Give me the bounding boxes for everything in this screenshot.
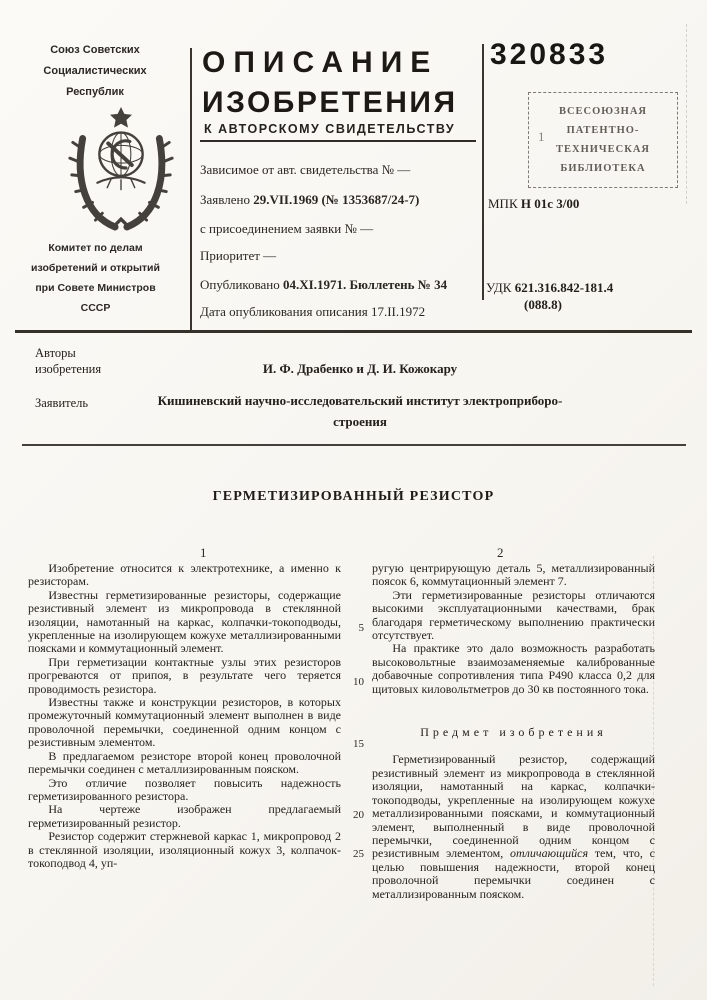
document-type-title-2: ИЗОБРЕТЕНИЯ	[202, 86, 458, 119]
authors-names: И. Ф. Драбенко и Д. И. Кожокару	[262, 361, 458, 376]
udk-classification	[486, 280, 613, 296]
library-stamp	[528, 92, 678, 188]
applicant-label: Заявитель	[35, 396, 89, 410]
issuing-country	[30, 40, 160, 103]
paragraph: Известны также и конструкции резисторов, в которых промежуточный коммутационный элемент выполнен в виде проволочной перемычки, соединенной одним концом с резистивным элементом.	[28, 695, 341, 750]
paragraph: При герметизации контактные узлы этих резисторов прогреваются от припоя, в результате чего теряется проводимость резистора.	[28, 654, 341, 696]
committee-line: изобретений и открытий	[31, 262, 160, 274]
udk-label: УДК	[486, 280, 512, 295]
claims-heading: Предмет изобретения	[420, 725, 607, 740]
field-label: Опубликовано	[200, 277, 280, 292]
document-type-title: ОПИСАНИЕ	[202, 46, 439, 79]
header-bottom-rule	[15, 330, 692, 333]
paragraph: ругую центрирующую деталь 5, металлизированный поясок 6, коммутационный элемент 7.	[372, 561, 655, 589]
header-divider-left	[190, 48, 192, 330]
stamp-line: БИБЛИОТЕКА	[560, 163, 646, 174]
mpk-classification	[488, 196, 579, 212]
patent-number: 320833	[490, 38, 609, 71]
mpk-value: Н 01с 3/00	[520, 196, 580, 211]
committee-name	[18, 238, 173, 318]
paragraph: Известны герметизированные резисторы, содержащие резистивный элемент из микропровода в стеклянной изоляции, намотанный на каркас, колпачки-токоподводы, укрепленные на изолирующем кожухе металлизированными поясками и коммутационный элемент.	[28, 587, 341, 656]
margin-line-number: 15	[353, 738, 364, 750]
paragraph: Эти герметизированные резисторы отличаются высокими эксплуатационными качествами, брак благодаря герметическому выполнению практически отсутствует.	[372, 587, 655, 643]
paragraph: На практике это дало возможность разработать высоковольтные взаимозаменяемые калиброванные добавочные сопротивления типа Р490 класса 0,2 для щитовых киловольтметров до 30 кв постоянного тока.	[372, 641, 655, 696]
udk-classification-2: (088.8)	[524, 297, 562, 312]
field-description-publication-date: Дата опубликования описания 17.II.1972	[200, 304, 426, 319]
claims-distinguishing-word: отличающийся	[509, 846, 589, 861]
paragraph: На чертеже изображен предлагаемый герметизированный резистор.	[28, 802, 341, 830]
margin-line-number: 10	[353, 676, 364, 688]
claims-paragraph	[372, 753, 655, 900]
paragraph: В предлагаемом резисторе второй конец проволочной перемычки соединен с металлизированным пояском.	[28, 748, 341, 777]
applicant-name: Кишиневский научно-исследовательский институт электроприборо-	[157, 393, 563, 408]
stamp-line: ВСЕСОЮЗНАЯ	[558, 106, 648, 117]
field-publication	[200, 277, 480, 293]
applicant-name-2: строения	[333, 414, 387, 429]
field-dependent-certificate: Зависимое от авт. свидетельства № —	[200, 162, 411, 177]
authors-label: Авторы	[35, 346, 76, 360]
paragraph: Резистор содержит стержневой каркас 1, микропровод 2 в стеклянной изоляции, изоляционный кожух 3, колпачок-токоподвод 4, уп-	[28, 829, 341, 870]
committee-line: Комитет по делам	[48, 242, 143, 254]
invention-title: ГЕРМЕТИЗИРОВАННЫЙ РЕЗИСТОР	[212, 489, 495, 504]
body-column-2	[372, 562, 655, 901]
ussr-coat-of-arms-icon	[62, 104, 180, 232]
stamp-mark: 1	[538, 129, 545, 144]
stamp-line: ПАТЕНТНО-	[566, 125, 640, 136]
paragraph: Это отличие позволяет повысить надежность герметизированного резистора.	[28, 775, 341, 803]
country-line: Социалистических	[43, 65, 147, 77]
margin-line-number: 5	[358, 622, 364, 634]
column-2-number: 2	[497, 545, 504, 560]
field-value: 29.VII.1969 (№ 1353687/24-7)	[253, 192, 420, 207]
field-label: Заявлено	[200, 192, 250, 207]
column-1-number: 1	[200, 545, 207, 560]
byline-bottom-rule	[22, 444, 686, 446]
authors-label-2: изобретения	[35, 362, 102, 376]
paragraph: Изобретение относится к электротехнике, а именно к резисторам.	[28, 561, 341, 589]
committee-line: СССР	[80, 302, 111, 314]
claims-text-2: тем, что, с целью повышения надежности, второй конец проволочной перемычки соединен с металлизированным пояском.	[372, 846, 655, 901]
field-value: 04.XI.1971. Бюллетень № 34	[283, 277, 448, 292]
scan-artifact-line	[686, 24, 687, 204]
field-priority: Приоритет —	[200, 248, 277, 263]
country-line: Союз Советских	[50, 44, 140, 56]
mpk-label: МПК	[488, 196, 518, 211]
margin-line-number: 25	[353, 848, 364, 860]
subtitle-underline	[200, 140, 476, 142]
field-joined-application: с присоединением заявки № —	[200, 221, 374, 236]
body-column-1	[28, 562, 341, 870]
document-subtitle: К АВТОРСКОМУ СВИДЕТЕЛЬСТВУ	[204, 122, 456, 136]
country-line: Республик	[66, 86, 124, 98]
margin-line-number: 20	[353, 809, 364, 821]
claims-text: Герметизированный резистор, содержащий резистивный элемент из микропровода в стеклянной изоляции, намотанный на каркас, колпачки-токоподводы, укрепленные на изолирующем кожухе металлизированными поясками, и коммутационный элемент, выполненный в виде проволочной перемычки, соединенной одним концом с резистивным элементом,	[372, 752, 655, 861]
field-filing-date	[200, 192, 480, 208]
header-divider-right	[482, 44, 484, 300]
committee-line: при Совете Министров	[35, 282, 156, 294]
udk-value: 621.316.842-181.4	[514, 280, 614, 295]
stamp-line: ТЕХНИЧЕСКАЯ	[556, 144, 650, 155]
